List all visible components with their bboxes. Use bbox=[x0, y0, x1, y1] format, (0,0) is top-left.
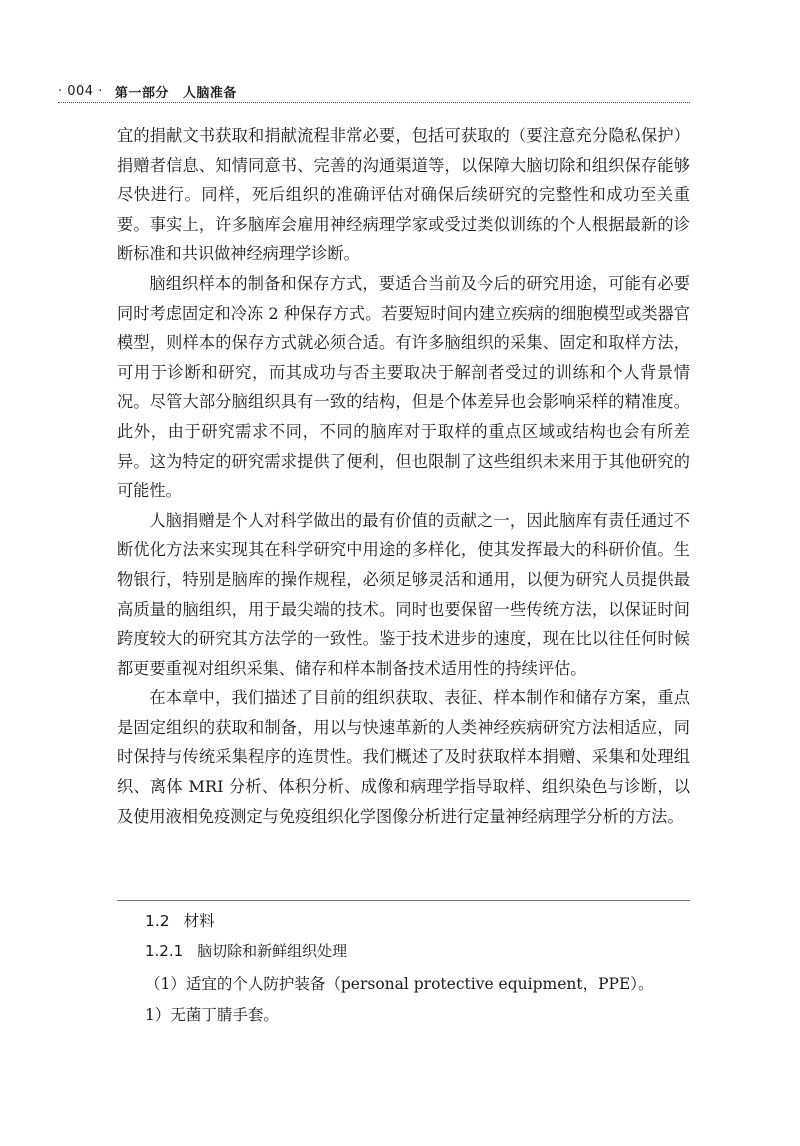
section-heading bbox=[145, 907, 215, 935]
part-title: 人脑准备 bbox=[182, 85, 237, 101]
main-text bbox=[117, 121, 690, 831]
page-number: · 004 · bbox=[58, 83, 103, 99]
subsection-number: 1.2.1 bbox=[145, 942, 184, 960]
subsection-title: 脑切除和新鲜组织处理 bbox=[197, 942, 348, 960]
section-title: 材料 bbox=[183, 912, 215, 930]
list-item: （1）适宜的个人防护装备（personal protective equipment，PPE）。 bbox=[145, 975, 654, 993]
section-divider bbox=[117, 900, 690, 901]
paragraph: 人脑捐赠是个人对科学做出的最有价值的贡献之一，因此脑库有责任通过不断优化方法来实现其在科学研究中用途的多样化，使其发挥最大的科研价值。生物银行，特别是脑库的操作规程，必须足够灵活和通用，以便为研究人员提供最高质量的脑组织，用于最尖端的技术。同时也要保留一些传统方法，以保证时间跨度较大的研究其方法学的一致性。鉴于技术进步的速度，现在比以往任何时候都更要重视对组织采集、储存和样本制备技术适用性的持续评估。 bbox=[117, 510, 690, 678]
paragraph: 脑组织样本的制备和保存方式，要适合当前及今后的研究用途，可能有必要同时考虑固定和冷冻 2 种保存方式。若要短时间内建立疾病的细胞模型或类器官模型，则样本的保存方式就必须合适。有许多脑组织的采集、固定和取样方法，可用于诊断和研究，而其成功与否主要取决于解剖者受过的训练和个人背景情况。尽管大部分脑组织具有一致的结构，但是个体差异也会影响采样的精准度。此外，由于研究需求不同，不同的脑库对于取样的重点区域或结构也会有所差异。这为特定的研究需求提供了便利，但也限制了这些组织未来用于其他研究的可能性。 bbox=[117, 273, 690, 501]
subsection-heading bbox=[145, 937, 347, 965]
paragraph: 宜的捐献文书获取和捐献流程非常必要，包括可获取的（要注意充分隐私保护）捐赠者信息、知情同意书、完善的沟通渠道等，以保障大脑切除和组织保存能够尽快进行。同样，死后组织的准确评估对确保后续研究的完整性和成功至关重要。事实上，许多脑库会雇用神经病理学家或受过类似训练的个人根据最新的诊断标准和共识做神经病理学诊断。 bbox=[117, 126, 690, 264]
list-item: 1）无菌丁腈手套。 bbox=[145, 1006, 279, 1024]
section-number: 1.2 bbox=[145, 912, 170, 930]
header-divider bbox=[58, 102, 690, 103]
part-label: 第一部分 bbox=[114, 85, 169, 101]
paragraph: 在本章中，我们描述了目前的组织获取、表征、样本制作和储存方案，重点是固定组织的获取和制备，用以与快速革新的人类神经疾病研究方法相适应，同时保持与传统采集程序的连贯性。我们概述了及时获取样本捐赠、采集和处理组织、离体 MRI 分析、体积分析、成像和病理学指导取样、组织染色与诊断，以及使用液相免疫测定与免疫组织化学图像分析进行定量神经病理学分析的方法。 bbox=[117, 688, 690, 826]
running-header bbox=[58, 80, 690, 102]
